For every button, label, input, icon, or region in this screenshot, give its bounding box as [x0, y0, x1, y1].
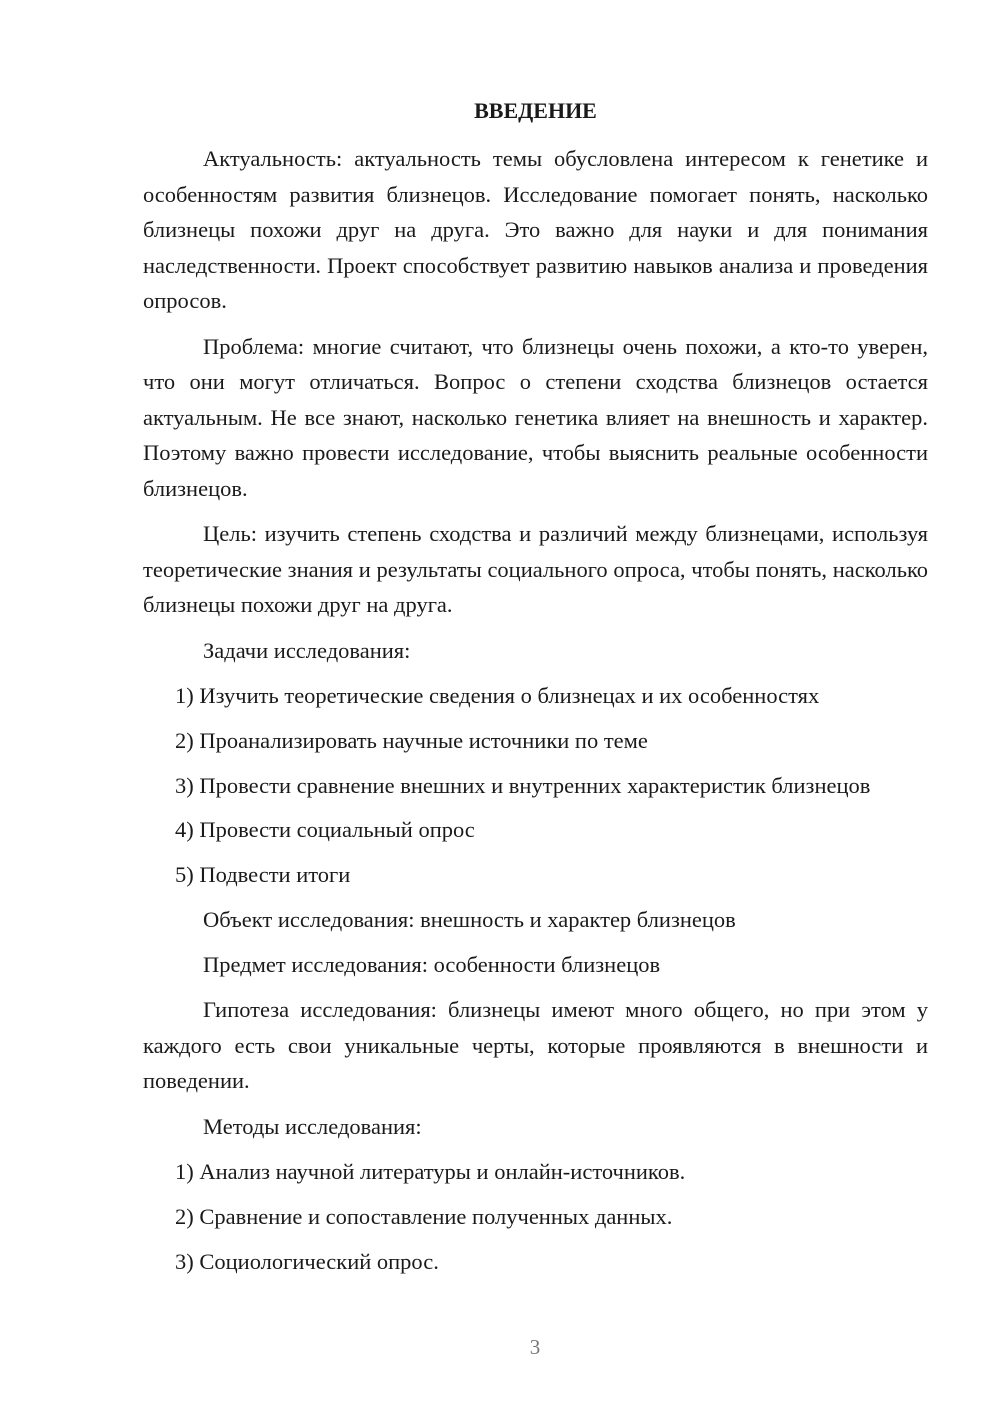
task-item-2: 2) Проанализировать научные источники по теме	[175, 727, 648, 753]
page-number: 3	[529, 1335, 541, 1359]
goal-paragraph: Цель: изучить степень сходства и различий между близнецами, используя теоретические знания и результаты социального опроса, чтобы понять, насколько близнецы похожи друг на друга.	[143, 521, 928, 617]
method-item-2: 2) Сравнение и сопоставление полученных данных.	[175, 1203, 673, 1229]
method-item-3: 3) Социологический опрос.	[175, 1248, 439, 1274]
problem-paragraph: Проблема: многие считают, что близнецы очень похожи, а кто-то уверен, что они могут отличаться. Вопрос о степени сходства близнецов остается актуальным. Не все знают, насколько генетика влияет на внешность и характер. Поэтому важно провести исследование, чтобы выяснить реальные особенности близнецов.	[143, 333, 928, 501]
task-item-3: 3) Провести сравнение внешних и внутренних характеристик близнецов	[175, 772, 871, 798]
methods-heading: Методы исследования:	[203, 1113, 422, 1139]
task-item-1: 1) Изучить теоретические сведения о близнецах и их особенностях	[175, 682, 820, 708]
section-heading: ВВЕДЕНИЕ	[474, 98, 597, 123]
task-item-4: 4) Провести социальный опрос	[175, 817, 475, 842]
document-page	[143, 93, 928, 1289]
tasks-heading: Задачи исследования:	[203, 637, 411, 663]
method-item-1: 1) Анализ научной литературы и онлайн-источников.	[175, 1158, 686, 1184]
research-object: Объект исследования: внешность и характер близнецов	[203, 907, 736, 932]
relevance-paragraph: Актуальность: актуальность темы обусловлена интересом к генетике и особенностям развития близнецов. Исследование помогает понять, насколько близнецы похожи друг на друга. Это важно для науки и для понимания наследственности. Проект способствует развитию навыков анализа и проведения опросов.	[143, 146, 928, 313]
task-item-5: 5) Подвести итоги	[175, 862, 351, 887]
research-subject: Предмет исследования: особенности близнецов	[203, 952, 661, 977]
hypothesis-paragraph: Гипотеза исследования: близнецы имеют много общего, но при этом у каждого есть свои уникальные черты, которые проявляются в внешности и поведении.	[143, 997, 928, 1093]
